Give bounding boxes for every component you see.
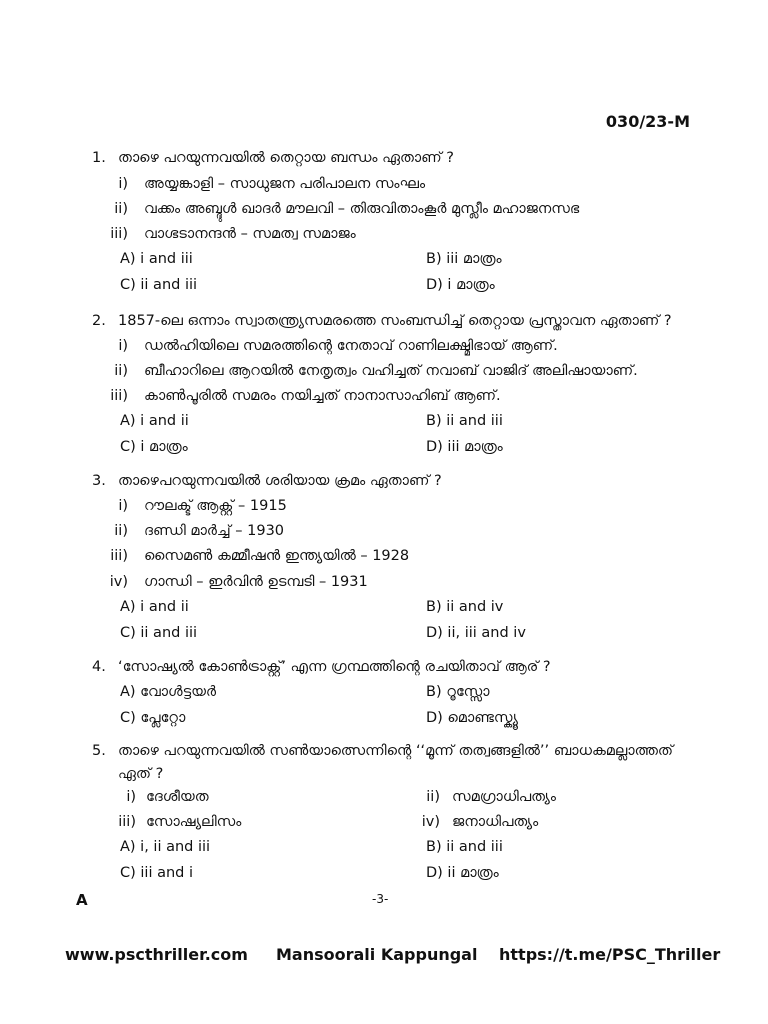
option-a[interactable]: A) വോൾട്ടയർ xyxy=(120,684,217,700)
website-link[interactable]: www.pscthriller.com xyxy=(65,945,248,964)
option-b[interactable]: B) ii and iii xyxy=(426,413,503,429)
question-number: 2. xyxy=(92,313,106,329)
statement-text: ദണ്ഡി മാർച്ച് – 1930 xyxy=(144,523,285,539)
statement-text: ദേശീയത xyxy=(146,789,209,805)
option-a[interactable]: A) i and iii xyxy=(120,251,193,267)
question-paper-code: 030/23-M xyxy=(605,112,690,131)
statement-text: റൗലക്ട് ആക്റ്റ് – 1915 xyxy=(144,498,287,514)
option-c[interactable]: C) ii and iii xyxy=(120,277,198,293)
option-c[interactable]: C) പ്ലേറ്റോ xyxy=(120,710,186,726)
option-d[interactable]: D) i മാത്രം xyxy=(426,277,495,293)
option-c[interactable]: C) ii and iii xyxy=(120,625,198,641)
statement-roman: ii) xyxy=(114,201,128,217)
option-c[interactable]: C) iii and i xyxy=(120,865,194,881)
statement-roman: iii) xyxy=(110,226,128,242)
statement-roman: i) xyxy=(118,176,128,192)
statement-roman: ii) xyxy=(114,363,128,379)
page-number: -3- xyxy=(372,892,389,906)
question-stem: ‘സോഷ്യൽ കോൺട്രാക്റ്റ്’ എന്ന ഗ്രന്ഥത്തിന്റെ രചയിതാവ് ആര് ? xyxy=(118,659,551,675)
statement-text: സമഗ്രാധിപത്യം xyxy=(452,789,556,805)
series-code: A xyxy=(76,891,88,909)
statement-roman: iii) xyxy=(110,548,128,564)
option-d[interactable]: D) ii, iii and iv xyxy=(426,625,526,641)
option-c[interactable]: C) i മാത്രം xyxy=(120,439,188,455)
question-stem: 1857-ലെ ഒന്നാം സ്വാതന്ത്ര്യസമരത്തെ സംബന്ധിച്ച് തെറ്റായ പ്രസ്താവന ഏതാണ് ? xyxy=(118,313,672,329)
option-b[interactable]: B) iii മാത്രം xyxy=(426,251,502,267)
question-number: 1. xyxy=(92,150,106,166)
statement-roman: ii) xyxy=(426,789,440,805)
statement-roman: i) xyxy=(126,789,136,805)
statement-roman: i) xyxy=(118,498,128,514)
statement-roman: iv) xyxy=(109,574,128,590)
statement-text: വാഗ്ഭടാനന്ദൻ – സമത്വ സമാജം xyxy=(144,226,356,242)
statement-text: സോഷ്യലിസം xyxy=(146,814,242,830)
author-name: Mansoorali Kappungal xyxy=(276,945,478,964)
question-number: 5. xyxy=(92,743,106,759)
statement-roman: ii) xyxy=(114,523,128,539)
question-stem-continued: ഏത് ? xyxy=(118,766,164,782)
option-a[interactable]: A) i and ii xyxy=(120,413,189,429)
question-stem: താഴെ പറയുന്നവയിൽ തെറ്റായ ബന്ധം ഏതാണ് ? xyxy=(118,150,454,166)
option-b[interactable]: B) ii and iii xyxy=(426,839,503,855)
statement-text: ജനാധിപത്യം xyxy=(452,814,539,830)
statement-text: അയ്യങ്കാളി – സാധുജന പരിപാലന സംഘം xyxy=(144,176,426,192)
option-d[interactable]: D) iii മാത്രം xyxy=(426,439,503,455)
option-b[interactable]: B) റൂസ്സോ xyxy=(426,684,490,700)
option-b[interactable]: B) ii and iv xyxy=(426,599,504,615)
statement-text: ഗാന്ധി – ഇർവിൻ ഉടമ്പടി – 1931 xyxy=(144,574,368,590)
statement-roman: iii) xyxy=(118,814,136,830)
statement-text: ഡൽഹിയിലെ സമരത്തിന്റെ നേതാവ് റാണിലക്ഷ്മിഭായ് ആണ്. xyxy=(144,338,558,354)
option-a[interactable]: A) i, ii and iii xyxy=(120,839,211,855)
question-number: 4. xyxy=(92,659,106,675)
option-a[interactable]: A) i and ii xyxy=(120,599,189,615)
statement-text: വക്കം അബ്ദുൾ ഖാദർ മൗലവി – തിരുവിതാംകൂർ മുസ്ലീം മഹാജനസഭ xyxy=(144,201,580,217)
option-d[interactable]: D) ii മാത്രം xyxy=(426,865,499,881)
question-stem: താഴെപറയുന്നവയിൽ ശരിയായ ക്രമം ഏതാണ് ? xyxy=(118,473,442,489)
statement-roman: iv) xyxy=(421,814,440,830)
statement-roman: i) xyxy=(118,338,128,354)
option-d[interactable]: D) മൊണ്ടസ്ക്യൂ xyxy=(426,710,518,726)
question-number: 3. xyxy=(92,473,106,489)
telegram-link[interactable]: https://t.me/PSC_Thriller xyxy=(499,945,721,964)
statement-roman: iii) xyxy=(110,388,128,404)
statement-text: കാൺപൂരിൽ സമരം നയിച്ചത് നാനാസാഹിബ് ആണ്. xyxy=(144,388,501,404)
statement-text: സൈമൺ കമ്മീഷൻ ഇന്ത്യയിൽ – 1928 xyxy=(144,548,410,564)
statement-text: ബീഹാറിലെ ആറയിൽ നേതൃത്വം വഹിച്ചത് നവാബ് വാജിദ് അലിഷായാണ്. xyxy=(144,363,638,379)
question-stem: താഴെ പറയുന്നവയിൽ സൺയാത്സെന്നിന്റെ ‘‘മൂന്ന് തത്വങ്ങളിൽ’’ ബാധകമല്ലാത്തത് xyxy=(118,743,674,759)
